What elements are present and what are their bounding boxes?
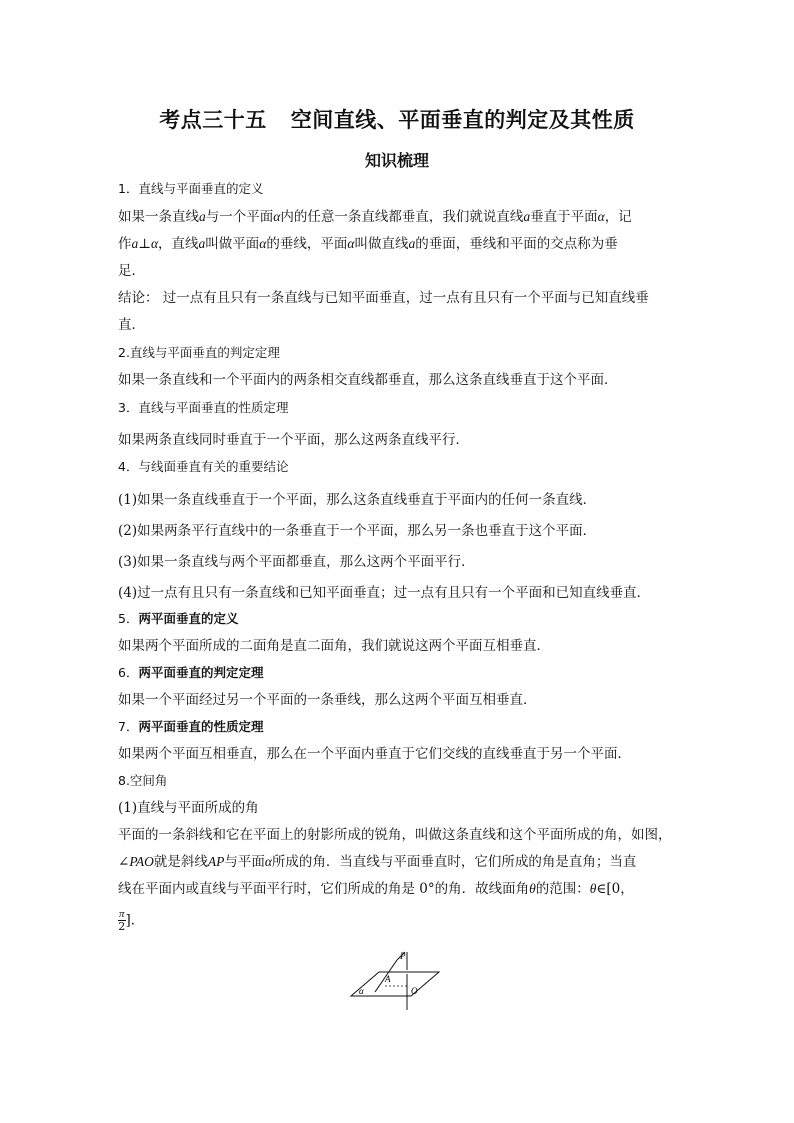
title-part1: 考点三十五 — [159, 108, 267, 132]
page-title — [0, 104, 794, 134]
s7-text: 如果两个平面互相垂直，那么在一个平面内垂直于它们交线的直线垂直于另一个平面． — [118, 746, 631, 762]
s1-line-2: 作a⊥α，直线a叫做平面α的垂线，平面α叫做直线a的垂面，垂线和平面的交点称为垂 — [118, 236, 618, 252]
s4-item-4: (4)过一点有且只有一条直线和已知平面垂直；过一点有且只有一个平面和已知直线垂直． — [118, 585, 651, 601]
label-a: A — [385, 974, 391, 984]
section-subtitle: 知识梳理 — [364, 151, 429, 170]
s1-conclusion-line-2: 直． — [118, 317, 145, 333]
s3-text: 如果两条直线同时垂直于一个平面，那么这两条直线平行． — [118, 432, 469, 448]
heading-6: 6．两平面垂直的判定定理 — [118, 665, 264, 680]
heading-1: 1．直线与平面垂直的定义 — [118, 181, 264, 196]
s1-line-3: 足． — [118, 263, 145, 279]
s5-text: 如果两个平面所成的二面角是直二面角，我们就说这两个平面互相垂直． — [118, 638, 550, 654]
s1-conclusion-line-1: 结论： 过一点有且只有一条直线与已知平面垂直，过一点有且只有一个平面与已知直线垂 — [118, 290, 649, 306]
label-p: P — [400, 951, 406, 961]
heading-2: 2.直线与平面垂直的判定定理 — [118, 345, 280, 360]
s4-item-2: (2)如果两条平行直线中的一条垂直于一个平面，那么另一条也垂直于这个平面． — [118, 523, 597, 539]
plane-alpha-outline — [351, 972, 439, 996]
heading-7: 7．两平面垂直的性质定理 — [118, 719, 264, 734]
plane-angle-figure — [349, 946, 441, 1012]
s8-line-1: 平面的一条斜线和它在平面上的射影所成的锐角，叫做这条直线和这个平面所成的角，如图， — [118, 827, 672, 843]
heading-8: 8.空间角 — [118, 773, 168, 788]
s8-line-2: ∠PAO就是斜线AP与平面α所成的角．当直线与平面垂直时，它们所成的角是直角；当直 — [118, 854, 637, 870]
label-o: O — [411, 986, 418, 996]
s6-text: 如果一个平面经过另一个平面的一条垂线，那么这两个平面互相垂直． — [118, 692, 537, 708]
s1-line-1: 如果一条直线a与一个平面α内的任意一条直线都垂直，我们就说直线a垂直于平面α，记 — [118, 209, 632, 225]
label-alpha: α — [359, 986, 364, 996]
s4-item-3: (3)如果一条直线与两个平面都垂直，那么这两个平面平行． — [118, 554, 475, 570]
s4-item-1: (1)如果一条直线垂直于一个平面，那么这条直线垂直于平面内的任何一条直线． — [118, 492, 597, 508]
s2-text: 如果一条直线和一个平面内的两条相交直线都垂直，那么这条直线垂直于这个平面． — [118, 372, 618, 388]
heading-4: 4．与线面垂直有关的重要结论 — [118, 459, 289, 474]
heading-3: 3．直线与平面垂直的性质定理 — [118, 400, 289, 415]
heading-5: 5．两平面垂直的定义 — [118, 611, 239, 626]
s8-subheading: (1)直线与平面所成的角 — [118, 800, 259, 816]
fraction-pi-over-2: $\frac{\pi}{2}$ ]． — [118, 908, 145, 933]
s8-line-3: 线在平面内或直线与平面平行时，它们所成的角是 0°的角．故线面角θ的范围：θ∈[0， — [118, 881, 634, 897]
title-part2: 空间直线、平面垂直的判定及其性质 — [290, 108, 635, 132]
